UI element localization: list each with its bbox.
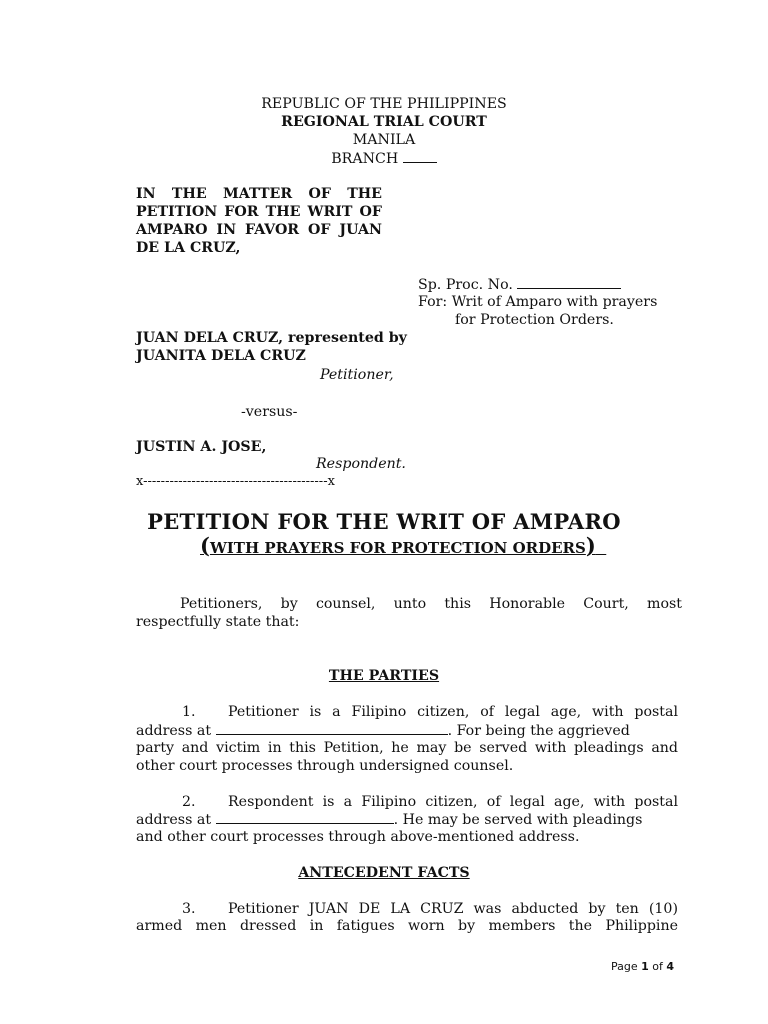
court-city: MANILA	[352, 132, 416, 148]
petitioner-representative: JUANITA DELA CRUZ	[136, 348, 306, 364]
for-label: For:	[418, 294, 448, 310]
paragraph-1-address	[136, 721, 630, 740]
subtitle-text: WITH PRAYERS FOR PROTECTION ORDERS	[209, 539, 586, 557]
page-total: 4	[666, 960, 675, 973]
branch-blank	[403, 149, 437, 163]
paragraph-2-line: Respondent is a Filipino citizen, of legal age, with postal	[228, 794, 678, 810]
respondent-role: Respondent.	[316, 456, 406, 472]
sp-proc-label: Sp. Proc. No.	[418, 277, 513, 293]
petitioner-role: Petitioner,	[320, 367, 394, 383]
paragraph-3-line: Petitioner JUAN DE LA CRUZ was abducted by ten (10)	[228, 901, 678, 917]
sp-proc-blank	[517, 275, 621, 289]
page-number	[611, 958, 674, 976]
page-of: of	[652, 960, 663, 973]
address-tail: . For being the aggrieved	[447, 723, 630, 739]
paragraph-2-address	[136, 810, 642, 829]
section-heading-antecedent-facts: ANTECEDENT FACTS	[298, 865, 470, 881]
address-tail: . He may be served with pleadings	[393, 812, 643, 828]
court-name: REGIONAL TRIAL COURT	[281, 114, 487, 130]
subtitle-underlined	[200, 533, 606, 558]
page-current: 1	[641, 960, 649, 973]
paragraph-1-line: Petitioner is a Filipino citizen, of legal age, with postal	[228, 704, 678, 720]
court-branch	[0, 149, 768, 168]
sp-proc-number	[418, 275, 621, 294]
caption-matter-line: PETITION FOR THE WRIT OF	[136, 204, 382, 220]
for-line-1: Writ of Amparo with prayers	[451, 294, 658, 310]
section-heading-parties: THE PARTIES	[328, 668, 440, 684]
for-line-2: for Protection Orders.	[455, 312, 614, 328]
caption-matter-line: IN THE MATTER OF THE	[136, 186, 382, 202]
respondent-name: JUSTIN A. JOSE,	[136, 439, 267, 455]
court-republic: REPUBLIC OF THE PHILIPPINES	[261, 96, 507, 112]
petition-subtitle	[200, 535, 606, 559]
paragraph-3-line: armed men dressed in fatigues worn by members the Philippine	[136, 918, 678, 934]
paragraph-3-number: 3.	[182, 901, 196, 917]
paragraph-1-line: party and victim in this Petition, he may be served with pleadings and	[136, 740, 678, 756]
paragraph-1-line: other court processes through undersigned counsel.	[136, 758, 514, 774]
paragraph-2-line: and other court processes through above-mentioned address.	[136, 829, 580, 845]
caption-separator: x------------------------------------------x	[136, 474, 335, 489]
intro-line-1: Petitioners, by counsel, unto this Honorable Court, most	[180, 596, 682, 612]
subtitle-close-paren: )	[585, 533, 596, 558]
address-label: address at	[136, 723, 212, 739]
paragraph-1-number: 1.	[182, 704, 196, 720]
branch-label: BRANCH	[331, 151, 399, 167]
caption-matter-line: DE LA CRUZ,	[136, 240, 241, 256]
petitioner-name: JUAN DELA CRUZ, represented by	[136, 330, 407, 346]
versus: -versus-	[241, 404, 298, 420]
page-word: Page	[611, 960, 638, 973]
intro-line-2: respectfully state that:	[136, 614, 300, 630]
address-label: address at	[136, 812, 212, 828]
case-nature	[418, 293, 657, 311]
petition-title: PETITION FOR THE WRIT OF AMPARO	[147, 509, 621, 534]
address-blank	[216, 810, 394, 824]
caption-matter-line: AMPARO IN FAVOR OF JUAN	[136, 222, 382, 238]
subtitle-open-paren: (	[200, 533, 210, 558]
address-blank	[216, 721, 448, 735]
paragraph-2-number: 2.	[182, 794, 196, 810]
